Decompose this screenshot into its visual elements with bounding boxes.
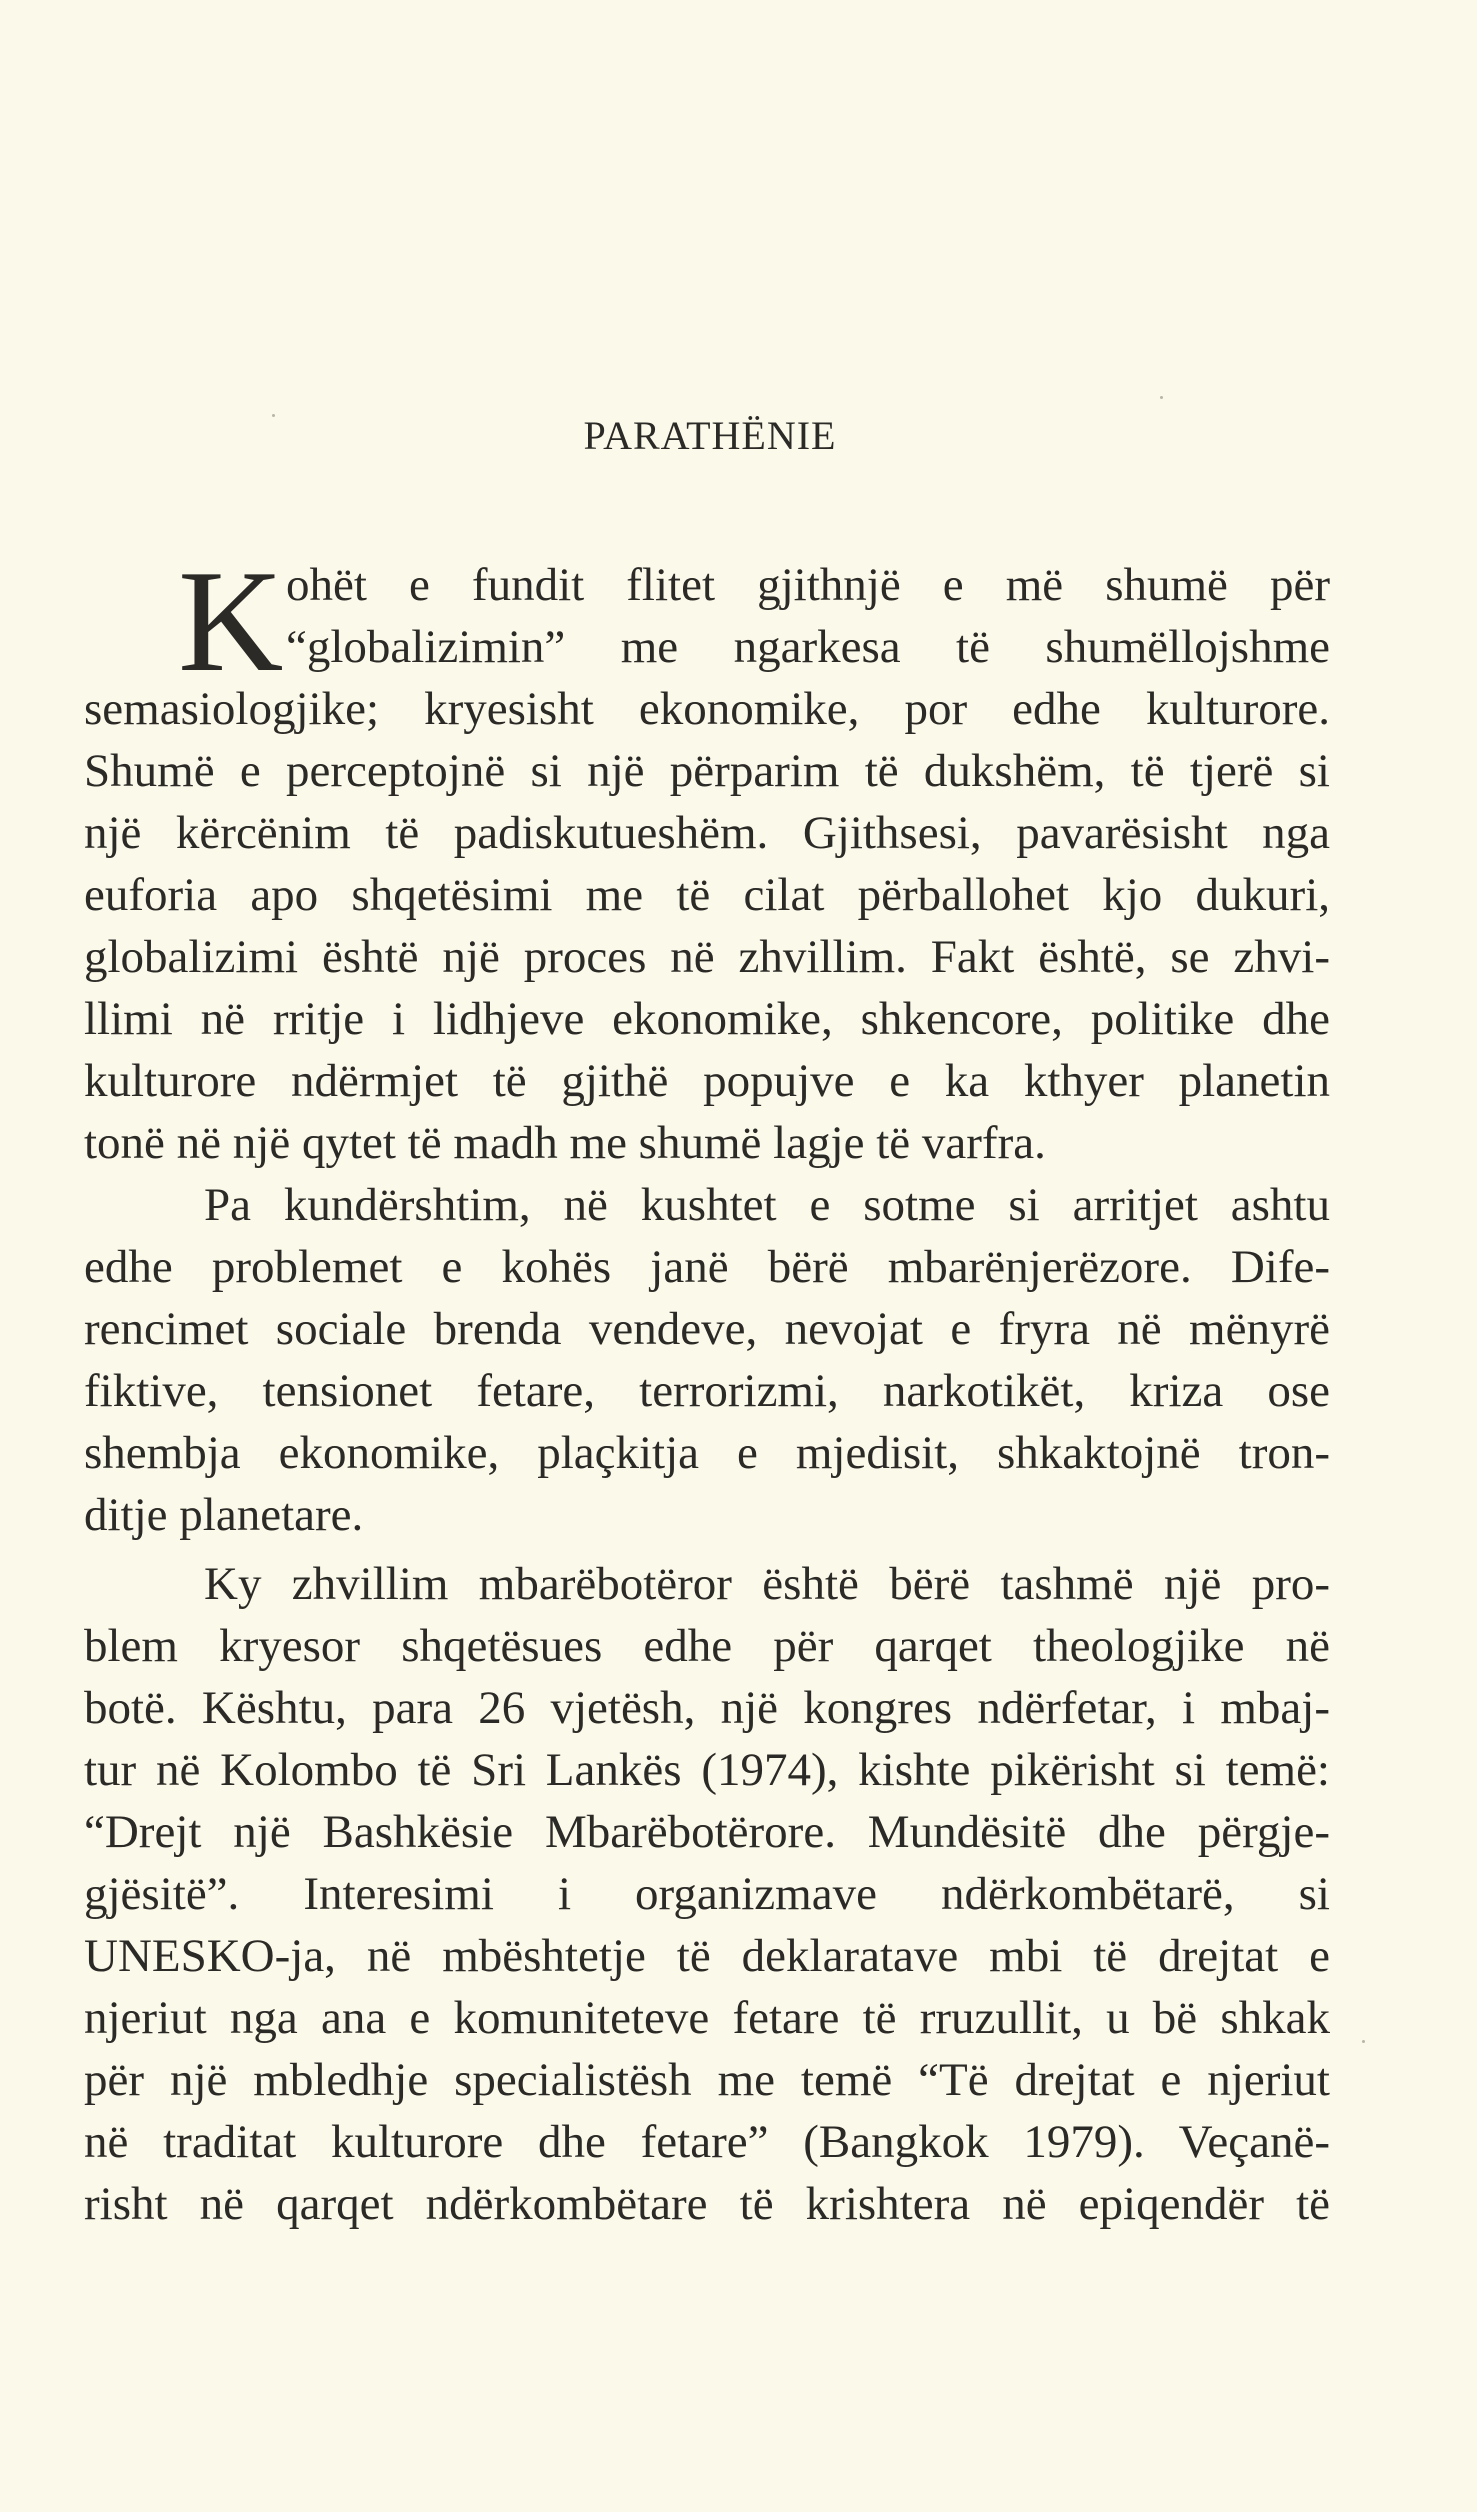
paper-speck: [1362, 2040, 1365, 2043]
text-line: kulturore ndërmjet të gjithë popujve e ka kthyer planetin: [84, 1055, 1330, 1107]
text-line: globalizimi është një proces në zhvillim. Fakt është, se zhvi-: [84, 931, 1330, 983]
chapter-heading: PARATHËNIE: [583, 413, 837, 458]
text-line: euforia apo shqetësimi me të cilat përballohet kjo dukuri,: [84, 869, 1330, 921]
text-line: llimi në rritje i lidhjeve ekonomike, shkencore, politike dhe: [84, 993, 1330, 1045]
text-line: semasiologjike; kryesisht ekonomike, por edhe kulturore.: [84, 683, 1330, 735]
text-line: edhe problemet e kohës janë bërë mbarënjerëzore. Dife-: [84, 1241, 1330, 1293]
text-line: rencimet sociale brenda vendeve, nevojat e fryra në mënyrë: [84, 1303, 1330, 1355]
text-line: për një mbledhje specialistësh me temë “Të drejtat e njeriut: [84, 2054, 1330, 2106]
text-line: gjësitë”. Interesimi i organizmave ndërkombëtarë, si: [84, 1868, 1330, 1920]
text-line: në traditat kulturore dhe fetare” (Bangkok 1979). Veçanë-: [84, 2116, 1330, 2168]
text-line: ditje planetare.: [84, 1489, 364, 1541]
text-line: blem kryesor shqetësues edhe për qarqet theologjike në: [84, 1620, 1330, 1672]
text-line: tur në Kolombo të Sri Lankës (1974), kishte pikërisht si temë:: [84, 1744, 1330, 1796]
text-line: UNESKO-ja, në mbështetje të deklaratave mbi të drejtat e: [84, 1930, 1330, 1982]
text-line: Ky zhvillim mbarëbotëror është bërë tashmë një pro-: [204, 1558, 1330, 1610]
drop-cap-letter: K: [178, 540, 284, 702]
text-line: shembja ekonomike, plaçkitja e mjedisit, shkaktojnë tron-: [84, 1427, 1330, 1479]
text-line: Shumë e perceptojnë si një përparim të dukshëm, të tjerë si: [84, 745, 1330, 797]
text-line: “Drejt një Bashkësie Mbarëbotërore. Mundësitë dhe përgje-: [84, 1806, 1330, 1858]
text-line: njeriut nga ana e komuniteteve fetare të rruzullit, u bë shkak: [84, 1992, 1330, 2044]
text-line: një kërcënim të padiskutueshëm. Gjithsesi, pavarësisht nga: [84, 807, 1330, 859]
text-line: fiktive, tensionet fetare, terrorizmi, narkotikët, kriza ose: [84, 1365, 1330, 1417]
paper-speck: [1160, 396, 1163, 399]
text-line: tonë në një qytet të madh me shumë lagje të varfra.: [84, 1117, 1046, 1169]
text-line: risht në qarqet ndërkombëtare të krishtera në epiqendër të: [84, 2178, 1330, 2230]
text-line: Pa kundërshtim, në kushtet e sotme si arritjet ashtu: [204, 1179, 1330, 1231]
text-line: ohët e fundit flitet gjithnjë e më shumë për: [286, 559, 1330, 611]
text-line: “globalizimin” me ngarkesa të shumëllojshme: [286, 621, 1330, 673]
text-line: botë. Kështu, para 26 vjetësh, një kongres ndërfetar, i mbaj-: [84, 1682, 1330, 1734]
